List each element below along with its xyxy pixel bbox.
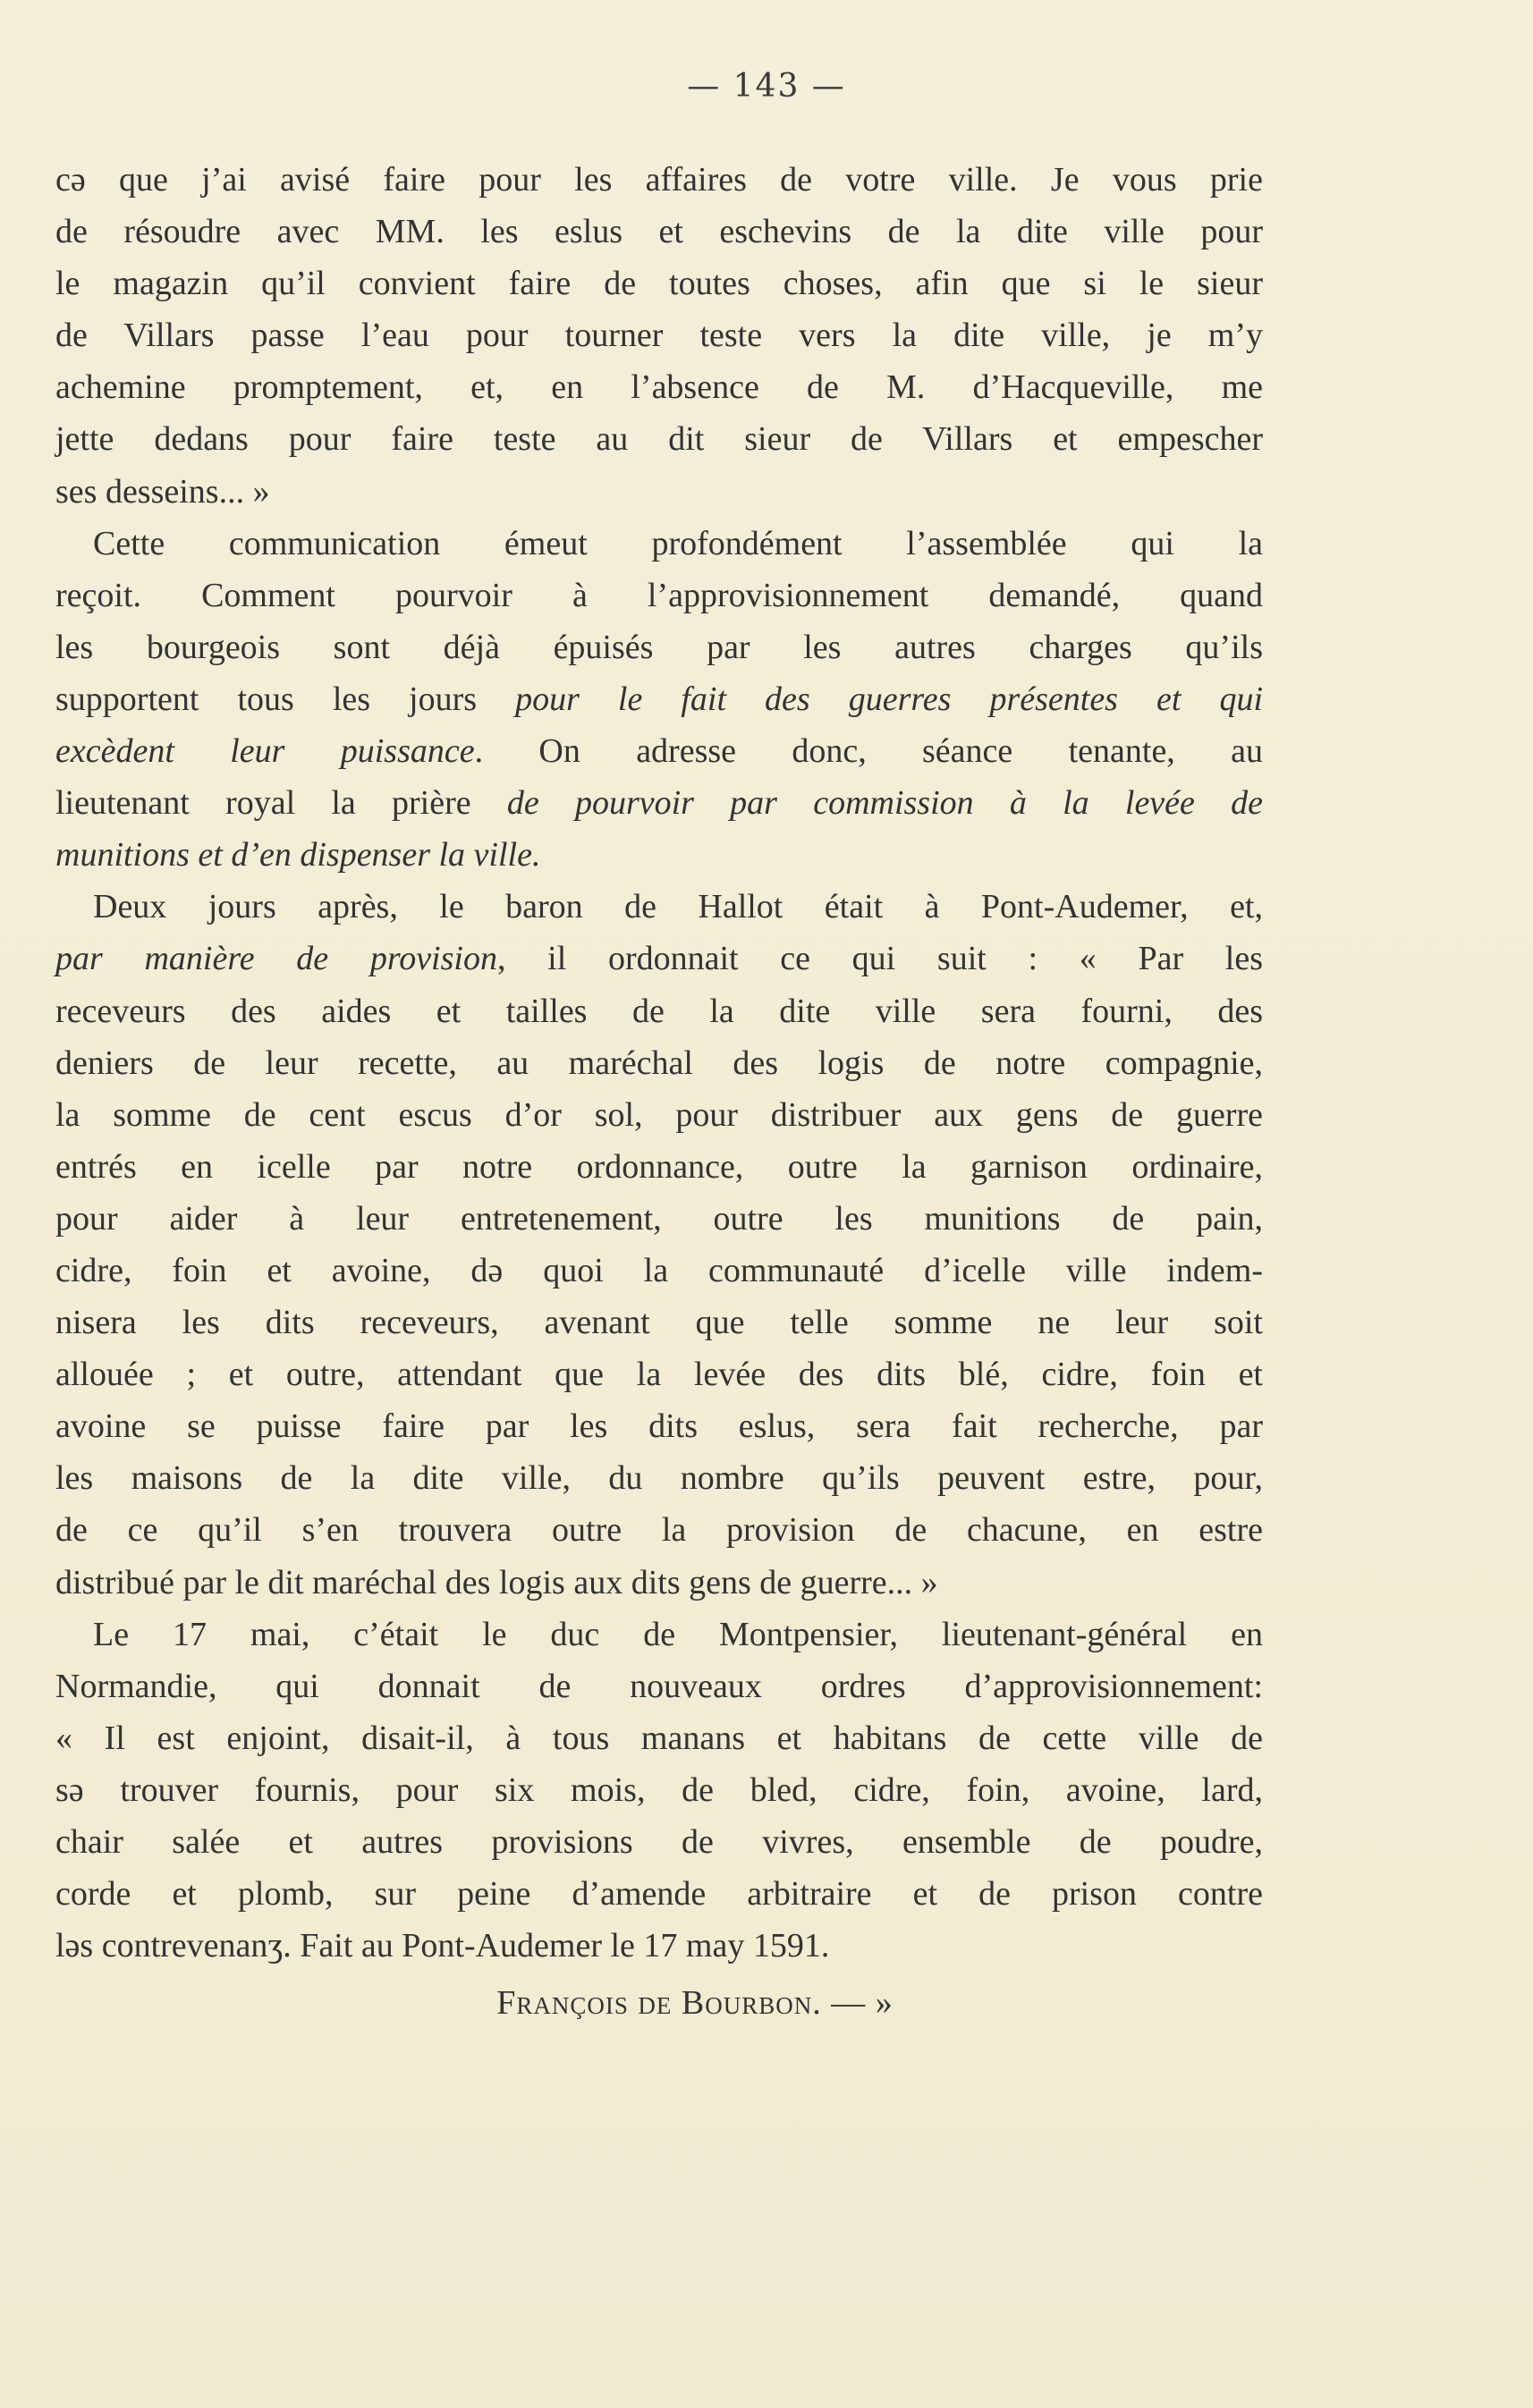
text-line: lieutenant royal la prière de pourvoir par commission à la levée de [55, 784, 1264, 823]
text-line: reçoit. Comment pourvoir à l’approvisionnement demandé, quand [55, 576, 1263, 614]
text-line: corde et plomb, sur peine d’amende arbitraire et de prison contre [55, 1875, 1263, 1914]
text-line: Normandie, qui donnait de nouveaux ordres d’approvisionnement: [55, 1667, 1263, 1705]
text-line: de ce qu’il s’en trouvera outre la provision de chacune, en estre [55, 1511, 1263, 1550]
text-line: allouée ; et outre, attendant que la levée des dits blé, cidre, foin et [55, 1356, 1263, 1394]
text-line: la somme de cent escus d’or sol, pour distribuer aux gens de guerre [55, 1095, 1263, 1134]
text-line: distribué par le dit maréchal des logis aux dits gens de guerre... » [55, 1563, 938, 1601]
text-line: cidre, foin et avoine, də quoi la communauté d’icelle ville indem- [55, 1251, 1263, 1289]
text-line: pour aider à leur entretenement, outre les munitions de pain, [55, 1199, 1263, 1238]
text-line: receveurs des aides et tailles de la dite ville sera fourni, des [55, 992, 1263, 1030]
text-line: munitions et d’en dispenser la ville. [55, 836, 541, 874]
text-line: les maisons de la dite ville, du nombre qu’ils peuvent estre, pour, [55, 1459, 1263, 1498]
text-line: deniers de leur recette, au maréchal des logis de notre compagnie, [55, 1043, 1263, 1082]
signature: François de Bourbon. — » [496, 1984, 894, 2023]
text-line: avoine se puisse faire par les dits eslus, sera fait recherche, par [55, 1407, 1263, 1446]
text-line: jette dedans pour faire teste au dit sieur de Villars et empescher [55, 420, 1263, 459]
text-line: cə que j’ai avisé faire pour les affaires de votre ville. Je vous prie [55, 161, 1263, 199]
text-line: par manière de provision, il ordonnait ce qui suit : « Par les [55, 940, 1263, 978]
text-line: ləs contrevenanʒ. Fait au Pont-Audemer le 17 may 1591. [55, 1927, 830, 1965]
text-line: de Villars passe l’eau pour tourner teste vers la dite ville, je m’y [55, 317, 1263, 355]
text-line: ses desseins... » [55, 472, 270, 511]
text-line: nisera les dits receveurs, avenant que telle somme ne leur soit [55, 1304, 1263, 1342]
text-line: achemine promptement, et, en l’absence de M. d’Hacqueville, me [55, 368, 1263, 407]
text-line: les bourgeois sont déjà épuisés par les autres charges qu’ils [55, 628, 1263, 666]
text-line: excèdent leur puissance. On adresse donc, séance tenante, au [55, 732, 1263, 771]
text-line: Deux jours après, le baron de Hallot était à Pont-Audemer, et, [93, 888, 1263, 926]
text-line: supportent tous les jours pour le fait des guerres présentes et qui [55, 680, 1264, 718]
text-line: de résoudre avec MM. les eslus et eschevins de la dite ville pour [55, 213, 1263, 251]
text-line: « Il est enjoint, disait-il, à tous manans et habitans de cette ville de [55, 1719, 1263, 1757]
text-line: Le 17 mai, c’était le duc de Montpensier, lieutenant-général en [93, 1615, 1263, 1653]
text-line: sə trouver fournis, pour six mois, de bled, cidre, foin, avoine, lard, [55, 1770, 1263, 1809]
text-line: entrés en icelle par notre ordonnance, outre la garnison ordinaire, [55, 1147, 1263, 1186]
page-number: — 143 — [687, 68, 846, 105]
text-line: Cette communication émeut profondément l’assemblée qui la [93, 524, 1263, 562]
text-line: le magazin qu’il convient faire de toutes choses, afin que si le sieur [55, 265, 1263, 303]
body-text [55, 154, 1263, 2029]
text-line: chair salée et autres provisions de vivres, ensemble de poudre, [55, 1823, 1263, 1861]
